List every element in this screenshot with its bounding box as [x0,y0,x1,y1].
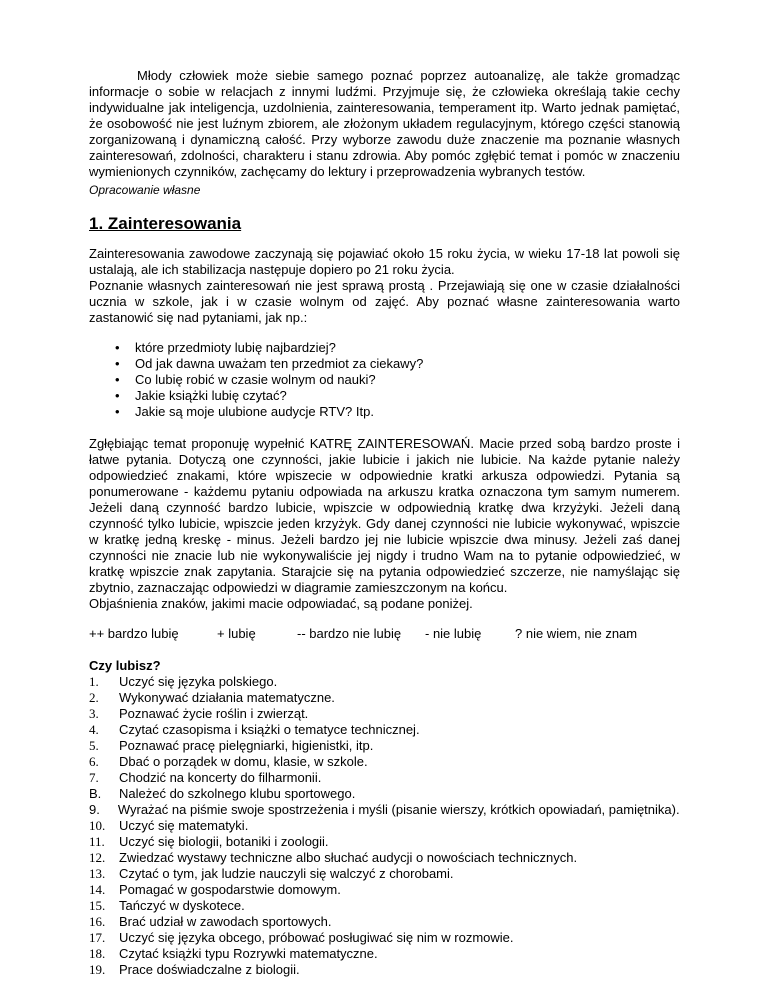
question-item: 17. Uczyć się języka obcego, próbować posługiwać się nim w rozmowie. [89,930,514,945]
section-paragraph-1: Zainteresowania zawodowe zaczynają się pojawiać około 15 roku życia, w wieku 17-18 lat powoli się ustalają, ale ich stabilizacja następuje dopiero po 21 roku życia. [89,246,680,277]
bullet-item: • Jakie książki lubię czytać? [115,388,287,403]
answer-legend [89,626,680,642]
bullet-icon: • [115,372,120,387]
question-item: 4. Czytać czasopisma i książki o tematyce technicznej. [89,722,420,737]
question-item: 12. Zwiedzać wystawy techniczne albo słuchać audycji o nowościach technicznych. [89,850,578,865]
bullet-icon: • [115,356,120,371]
bullet-icon: • [115,340,120,355]
legend-intro: Objaśnienia znaków, jakimi macie odpowiadać, są podane poniżej. [89,596,473,611]
bullet-item: • Co lubię robić w czasie wolnym od nauki? [115,372,376,387]
question-item: 9. Wyrażać na piśmie swoje spostrzeżenia i myśli (pisanie wierszy, krótkich opowiadań, pamiętnika). [89,802,680,817]
bullet-icon: • [115,388,120,403]
legend-item: - nie lubię [425,626,482,641]
legend-item: + lubię [217,626,256,641]
question-bullet-list [89,340,680,420]
source-note: Opracowanie własne [89,183,201,197]
bullet-item: • Jakie są moje ulubione audycje RTV? Itp. [115,404,374,419]
document-page [89,68,680,978]
question-item: 15. Tańczyć w dyskotece. [89,898,245,913]
question-item: B. Należeć do szkolnego klubu sportowego. [89,786,356,801]
question-item: 5. Poznawać pracę pielęgniarki, higienistki, itp. [89,738,374,753]
question-item: 10. Uczyć się matematyki. [89,818,249,833]
question-item: 2. Wykonywać działania matematyczne. [89,690,335,705]
question-item: 13. Czytać o tym, jak ludzie nauczyli się walczyć z chorobami. [89,866,454,881]
question-list-heading: Czy lubisz? [89,658,161,673]
section-heading: 1. Zainteresowania [89,214,242,233]
section-paragraph-2: Poznanie własnych zainteresowań nie jest sprawą prostą . Przejawiają się one w czasie działalności ucznia w szkole, jak i w czasie wolnym od zajęć. Aby poznać własne zainteresowania warto zastanowić się nad pytaniami, jak np.: [89,278,680,325]
question-item: 16. Brać udział w zawodach sportowych. [89,914,332,929]
legend-item: ++ bardzo lubię [89,626,179,641]
legend-item: -- bardzo nie lubię [297,626,402,641]
question-item: 6. Dbać o porządek w domu, klasie, w szkole. [89,754,368,769]
intro-paragraph: Młody człowiek może siebie samego poznać poprzez autoanalizę, ale także gromadząc informacje o sobie w relacjach z innymi ludźmi. Przyjmuje się, że człowieka określają takie cechy indywidualne jak inteligencja, uzdolnienia, zainteresowania, temperament itp. Warto jednak pamiętać, że osobowość nie jest luźnym zbiorem, ale złożonym układem regulacyjnym, którego części stanowią zorganizowaną i dynamiczną całość. Przy wyborze zawodu duże znaczenie ma poznanie własnych zainteresowań, zdolności, charakteru i stanu zdrowia. Aby pomóc zgłębić temat i pomóc w znaczeniu wymienionych czynników, zachęcamy do lektury i przeprowadzenia wybranych testów. [89,68,680,179]
question-item: 14. Pomagać w gospodarstwie domowym. [89,882,341,897]
instructions-paragraph: Zgłębiając temat proponuję wypełnić KATRĘ ZAINTERESOWAŃ. Macie przed sobą bardzo proste i łatwe pytania. Dotyczą one czynności, jakie lubicie i jakich nie lubicie. Na każde pytanie należy odpowiedzieć znakami, które wpiszecie w odpowiednie kratki arkusza odpowiedzi. Pytania są ponumerowane - każdemu pytaniu odpowiada na arkuszu kratka oznaczona tym samym numerem. Jeżeli daną czynność bardzo lubicie, wpiszcie w odpowiednią kratkę dwa krzyżyki. Jeżeli daną czynność tylko lubicie, wpiszcie jeden krzyżyk. Gdy danej czynności nie lubicie wykonywać, wpiszcie w kratkę jedną kreskę - minus. Jeżeli bardzo jej nie lubicie wpiszcie dwa minusy. Jeżeli zaś danej czynności nie znacie lub nie wykonywaliście jej nigdy i trudno Wam na to pytanie odpowiedzieć, w kratkę wpiszcie znak zapytania. Starajcie się na pytania odpowiedzieć szczerze, nie namyślając się zbytnio, zaznaczając odpowiedzi w diagramie zamieszczonym na końcu. [89,436,680,595]
question-item: 19. Prace doświadczalne z biologii. [89,962,300,977]
question-item: 18. Czytać książki typu Rozrywki matematyczne. [89,946,378,961]
question-item: 1. Uczyć się języka polskiego. [89,674,278,689]
question-list [89,674,680,978]
bullet-icon: • [115,404,120,419]
question-item: 7. Chodzić na koncerty do filharmonii. [89,770,322,785]
legend-item: ? nie wiem, nie znam [515,626,638,641]
bullet-item: • które przedmioty lubię najbardziej? [115,340,336,355]
question-item: 11. Uczyć się biologii, botaniki i zoologii. [89,834,329,849]
question-item: 3. Poznawać życie roślin i zwierząt. [89,706,309,721]
bullet-item: • Od jak dawna uważam ten przedmiot za ciekawy? [115,356,424,371]
